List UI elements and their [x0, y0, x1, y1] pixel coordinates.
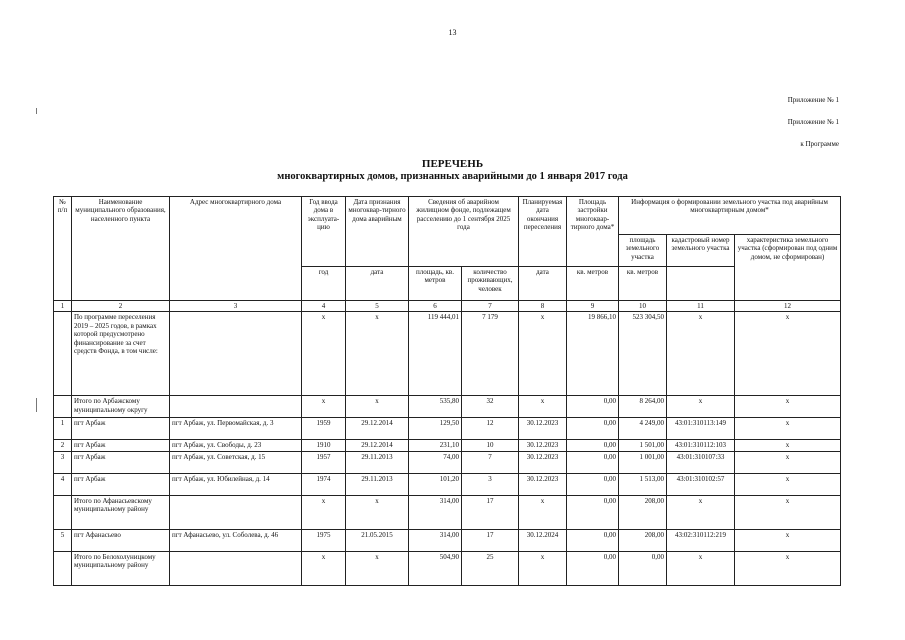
row-cadastral: 43:01:310112:103: [667, 440, 735, 451]
row-area: 314,00: [409, 529, 462, 551]
row-date: x: [346, 495, 409, 529]
table-row: [54, 312, 841, 396]
row-people: 17: [462, 529, 519, 551]
header-housing-info: Сведения об аварийном жилищном фонде, подлежащем расселению до 1 сентября 2025 года: [409, 197, 519, 267]
row-name: пгт Афанасьево: [72, 529, 170, 551]
row-build-area: 0,00: [567, 473, 619, 495]
row-date: 29.11.2013: [346, 473, 409, 495]
table-row: [54, 451, 841, 473]
document-title: ПЕРЕЧЕНЬ: [421, 158, 484, 170]
row-name: Итого по Афанасьевскому муниципальному району: [72, 495, 170, 529]
table-row: [54, 418, 841, 440]
row-year: 1959: [302, 418, 346, 440]
header-land-info: Информация о формировании земельного участка под аварийным многоквартирным домом*: [619, 197, 841, 235]
document-subtitle: многоквартирных домов, признанных аварийными до 1 января 2017 года: [277, 171, 628, 182]
row-number: 4: [54, 473, 72, 495]
row-area: 535,80: [409, 396, 462, 418]
row-cadastral: x: [667, 551, 735, 585]
row-area: 129,50: [409, 418, 462, 440]
column-number: 12: [735, 301, 841, 312]
table-row: [54, 473, 841, 495]
row-number: [54, 312, 72, 396]
column-number: 7: [462, 301, 519, 312]
row-year: x: [302, 551, 346, 585]
row-end-date: x: [519, 396, 567, 418]
column-number: 11: [667, 301, 735, 312]
row-people: 7: [462, 451, 519, 473]
row-land-area: 1 001,00: [619, 451, 667, 473]
appendix-line-2: Приложение № 1: [787, 118, 839, 126]
row-area: 74,00: [409, 451, 462, 473]
row-number: [54, 551, 72, 585]
row-address: пгт Арбаж, ул. Советская, д. 15: [170, 451, 302, 473]
row-land-area: 4 249,00: [619, 418, 667, 440]
row-area: 504,90: [409, 551, 462, 585]
column-number: 10: [619, 301, 667, 312]
header-build-area: Площадь застройки многоквар-тирного дома*: [567, 197, 619, 267]
row-cadastral: x: [667, 495, 735, 529]
unit-year: год: [302, 267, 346, 301]
row-number: 1: [54, 418, 72, 440]
row-year: x: [302, 396, 346, 418]
unit-date: дата: [346, 267, 409, 301]
row-date: x: [346, 312, 409, 396]
row-name: пгт Арбаж: [72, 451, 170, 473]
row-land-char: x: [735, 418, 841, 440]
row-name: Итого по Арбажскому муниципальному округу: [72, 396, 170, 418]
row-end-date: x: [519, 495, 567, 529]
row-land-area: 1 501,00: [619, 440, 667, 451]
row-year: 1957: [302, 451, 346, 473]
row-cadastral: x: [667, 312, 735, 396]
row-build-area: 0,00: [567, 529, 619, 551]
row-land-area: 523 304,50: [619, 312, 667, 396]
row-land-char: x: [735, 529, 841, 551]
header-cadastral: кадастровый номер земельного участка: [667, 235, 735, 267]
unit-land-area: кв. метров: [619, 267, 667, 301]
row-year: x: [302, 312, 346, 396]
row-land-area: 1 513,00: [619, 473, 667, 495]
row-area: 101,20: [409, 473, 462, 495]
row-land-area: 208,00: [619, 529, 667, 551]
row-year: 1910: [302, 440, 346, 451]
row-end-date: 30.12.2023: [519, 451, 567, 473]
row-end-date: x: [519, 551, 567, 585]
row-people: 7 179: [462, 312, 519, 396]
row-date: 29.12.2014: [346, 418, 409, 440]
header-land-area: площадь земельного участка: [619, 235, 667, 267]
row-land-area: 8 264,00: [619, 396, 667, 418]
row-cadastral: 43:01:310102:57: [667, 473, 735, 495]
column-number: 5: [346, 301, 409, 312]
row-cadastral: x: [667, 396, 735, 418]
row-name: пгт Арбаж: [72, 473, 170, 495]
row-address: пгт Афанасьево, ул. Соболева, д. 46: [170, 529, 302, 551]
housing-table: [53, 196, 841, 586]
row-build-area: 0,00: [567, 396, 619, 418]
row-name: пгт Арбаж: [72, 418, 170, 440]
column-number: 6: [409, 301, 462, 312]
row-name: Итого по Белохолуницкому муниципальному району: [72, 551, 170, 585]
column-number: 2: [72, 301, 170, 312]
row-people: 32: [462, 396, 519, 418]
unit-end-date: дата: [519, 267, 567, 301]
column-number: 9: [567, 301, 619, 312]
unit-cadastral: [667, 267, 735, 301]
row-area: 314,00: [409, 495, 462, 529]
row-people: 12: [462, 418, 519, 440]
column-number: 8: [519, 301, 567, 312]
row-land-char: x: [735, 396, 841, 418]
row-build-area: 0,00: [567, 495, 619, 529]
row-name: По программе переселения 2019 – 2025 годов, в рамках которой предусмотрено финансирование за счет средств Фонда, в том числе:: [72, 312, 170, 396]
row-land-char: x: [735, 551, 841, 585]
header-land-char: характеристика земельного участка (сформирован под одним домом, не сформирован): [735, 235, 841, 301]
row-address: пгт Арбаж, ул. Юбилейная, д. 14: [170, 473, 302, 495]
header-row-1: [54, 197, 841, 235]
table-row: [54, 551, 841, 585]
column-number-row: [54, 301, 841, 312]
column-number: 3: [170, 301, 302, 312]
row-number: 5: [54, 529, 72, 551]
row-build-area: 0,00: [567, 451, 619, 473]
row-end-date: 30.12.2024: [519, 529, 567, 551]
row-people: 10: [462, 440, 519, 451]
row-date: 21.05.2015: [346, 529, 409, 551]
row-end-date: 30.12.2023: [519, 418, 567, 440]
row-land-char: x: [735, 473, 841, 495]
row-cadastral: 43:01:310107:33: [667, 451, 735, 473]
row-year: x: [302, 495, 346, 529]
row-address: пгт Арбаж, ул. Свободы, д. 23: [170, 440, 302, 451]
scan-mark: [36, 398, 37, 412]
row-land-char: x: [735, 495, 841, 529]
row-land-area: 208,00: [619, 495, 667, 529]
column-number: 4: [302, 301, 346, 312]
row-date: x: [346, 396, 409, 418]
row-end-date: 30.12.2023: [519, 440, 567, 451]
row-build-area: 0,00: [567, 551, 619, 585]
row-people: 25: [462, 551, 519, 585]
row-year: 1975: [302, 529, 346, 551]
table-row: [54, 529, 841, 551]
row-address: [170, 551, 302, 585]
row-land-char: x: [735, 451, 841, 473]
table-row: [54, 396, 841, 418]
row-people: 3: [462, 473, 519, 495]
row-number: [54, 396, 72, 418]
row-build-area: 0,00: [567, 418, 619, 440]
row-date: x: [346, 551, 409, 585]
row-number: [54, 495, 72, 529]
row-land-area: 0,00: [619, 551, 667, 585]
header-year: Год ввода дома в эксплуата-цию: [302, 197, 346, 267]
appendix-line-1: Приложение № 1: [787, 96, 839, 104]
row-build-area: 19 866,10: [567, 312, 619, 396]
row-people: 17: [462, 495, 519, 529]
table-row: [54, 495, 841, 529]
row-year: 1974: [302, 473, 346, 495]
row-area: 119 444,01: [409, 312, 462, 396]
header-num: № п/п: [54, 197, 72, 301]
row-cadastral: 43:02:310112:219: [667, 529, 735, 551]
row-date: 29.12.2014: [346, 440, 409, 451]
scan-mark: [36, 108, 37, 114]
header-municipality: Наименование муниципального образования, населенного пункта: [72, 197, 170, 301]
row-address: пгт Арбаж, ул. Первомайская, д. 3: [170, 418, 302, 440]
unit-people: количество проживающих, человек: [462, 267, 519, 301]
row-number: 2: [54, 440, 72, 451]
unit-build-area: кв. метров: [567, 267, 619, 301]
row-address: [170, 396, 302, 418]
row-end-date: x: [519, 312, 567, 396]
row-end-date: 30.12.2023: [519, 473, 567, 495]
unit-area: площадь, кв. метров: [409, 267, 462, 301]
row-address: [170, 312, 302, 396]
row-build-area: 0,00: [567, 440, 619, 451]
row-cadastral: 43:01:310113:149: [667, 418, 735, 440]
header-address: Адрес многоквартирного дома: [170, 197, 302, 301]
header-emergency-date: Дата признания многоквар-тирного дома аварийным: [346, 197, 409, 267]
row-land-char: x: [735, 312, 841, 396]
row-number: 3: [54, 451, 72, 473]
row-address: [170, 495, 302, 529]
page-number: 13: [448, 28, 457, 37]
row-date: 29.11.2013: [346, 451, 409, 473]
table-row: [54, 440, 841, 451]
column-number: 1: [54, 301, 72, 312]
row-land-char: x: [735, 440, 841, 451]
appendix-line-3: к Программе: [800, 140, 839, 148]
header-end-date: Планируемая дата окончания переселения: [519, 197, 567, 267]
row-name: пгт Арбаж: [72, 440, 170, 451]
row-area: 231,10: [409, 440, 462, 451]
